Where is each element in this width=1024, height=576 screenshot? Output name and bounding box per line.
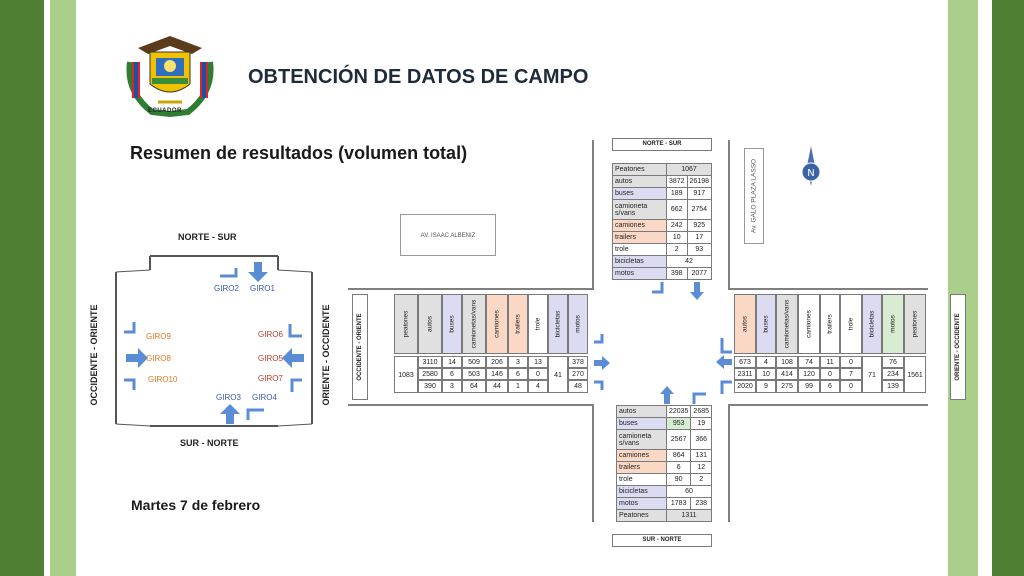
west-cell: 3 [442,380,462,393]
north-flow-arrows [650,282,710,302]
east-col-header [840,294,862,354]
intersection-outline [86,228,342,460]
left-dark-bar [0,0,44,576]
north-row-value: 93 [687,244,711,256]
east-col-header-text: bicicletas [868,310,876,338]
south-header: SUR - NORTE [612,534,712,547]
north-row-value: 662 [666,200,687,220]
east-cell: 275 [776,380,798,393]
west-cell: 14 [442,356,462,368]
east-cell: 6 [820,380,840,393]
east-cell: 0 [840,356,862,368]
south-row-name: camioneta s/vans [617,430,667,450]
east-cell: 76 [882,356,904,368]
south-row-value: 6 [666,462,690,474]
mini-south-label: SUR - NORTE [180,438,239,448]
east-header-box [950,294,966,400]
west-cell: 0 [528,368,548,380]
east-cell: 234 [882,368,904,380]
south-row-value: 953 [666,418,690,430]
west-header-box [352,294,368,400]
giro9-label: GIRO9 [146,332,171,341]
west-col-header [486,294,508,354]
right-light-bar [948,0,978,576]
west-col-header [528,294,548,354]
south-row-value: 22035 [666,406,690,418]
west-cell: 3 [508,356,528,368]
north-row-name: trole [613,244,667,256]
south-row-name: trailers [617,462,667,474]
south-peatones-value: 1311 [666,510,711,522]
north-row-value: 925 [687,220,711,232]
road-edge [348,288,594,290]
south-bicicletas-value: 60 [666,486,711,498]
west-cell: 509 [462,356,486,368]
giro2-label: GIRO2 [214,284,239,293]
street-right-label: Av. GALO PLAZA LASSO [750,158,758,234]
east-cell: 0 [820,368,840,380]
east-cell: 139 [882,380,904,393]
north-bicicletas-label: bicicletas [613,256,667,268]
south-peatones-label: Peatones [617,510,667,522]
west-col-header-text: buses [448,315,456,333]
south-volume-table [616,405,712,522]
east-cell: 673 [734,356,756,368]
south-flow-arrows [654,382,714,404]
giro8-label: GIRO8 [146,354,171,363]
north-peatones-value: 1067 [666,164,711,176]
east-cell: 74 [798,356,820,368]
west-col-header-text: autos [426,316,434,332]
north-row-value: 3872 [666,176,687,188]
north-row-value: 26198 [687,176,711,188]
north-row-name: camioneta s/vans [613,200,667,220]
west-cell: 378 [568,356,588,368]
west-cell: 1 [508,380,528,393]
north-row-name: camiones [613,220,667,232]
south-row-name: buses [617,418,667,430]
mini-east-label: ORIENTE - OCCIDENTE [321,304,331,406]
east-cell: 2020 [734,380,756,393]
giro7-label: GIRO7 [258,374,283,383]
west-col-header [548,294,568,354]
east-col-header [882,294,904,354]
west-bicicletas-value: 41 [548,356,568,393]
west-cell: 64 [462,380,486,393]
west-cell: 4 [528,380,548,393]
giro10-label: GIRO10 [148,375,178,384]
south-motos-value: 1783 [666,498,690,510]
south-motos-label: motos [617,498,667,510]
west-col-header [418,294,442,354]
north-row-name: autos [613,176,667,188]
north-motos-value: 2077 [687,268,711,280]
north-row-value: 10 [666,232,687,244]
west-col-header [442,294,462,354]
north-bicicletas-value: 42 [666,256,711,268]
west-cell: 206 [486,356,508,368]
east-col-header [820,294,840,354]
east-col-header-text: camiones [805,310,813,338]
right-dark-bar [992,0,1024,576]
south-row-name: trole [617,474,667,486]
east-col-header-text: peatones [911,310,919,338]
mini-west-label: OCCIDENTE - ORIENTE [89,304,99,406]
west-col-header-text: bicicletas [554,310,562,338]
west-col-header [508,294,528,354]
road-edge [728,140,730,288]
west-col-header-text: trailers [514,314,522,334]
west-cell: 6 [508,368,528,380]
turn-movement-diagram [86,228,342,460]
south-row-value: 2 [691,474,712,486]
giro1-label: GIRO1 [250,284,275,293]
page-subtitle: Resumen de resultados (volumen total) [130,143,468,163]
west-col-header-text: camionetas/vans [470,299,478,349]
north-row-value: 2754 [687,200,711,220]
compass-letter: N [807,168,815,179]
mini-north-label: NORTE - SUR [178,232,237,242]
east-cell: 9 [756,380,776,393]
north-row-value: 917 [687,188,711,200]
east-col-header-text: autos [741,316,749,332]
west-header: OCCIDENTE - ORIENTE [357,313,363,381]
south-row-value: 2567 [666,430,690,450]
left-light-bar [50,0,76,576]
north-compass-icon [796,146,826,186]
survey-date: Martes 7 de febrero [131,497,261,513]
east-col-header [904,294,926,354]
west-cell: 13 [528,356,548,368]
page-title: OBTENCIÓN DE DATOS DE CAMPO [248,66,589,88]
west-col-header [568,294,588,354]
north-header: NORTE - SUR [612,138,712,151]
west-peatones-value: 1083 [394,356,418,393]
west-cell: 146 [486,368,508,380]
east-cell: 11 [820,356,840,368]
north-row-name: buses [613,188,667,200]
west-cell: 2580 [418,368,442,380]
north-row-value: 2 [666,244,687,256]
south-row-value: 864 [666,450,690,462]
east-col-header [798,294,820,354]
north-row-name: trailers [613,232,667,244]
east-cell: 99 [798,380,820,393]
south-row-value: 12 [691,462,712,474]
south-motos-value: 238 [691,498,712,510]
north-motos-label: motos [613,268,667,280]
north-row-value: 17 [687,232,711,244]
street-right-box [744,148,764,244]
east-bicicletas-value: 71 [862,356,882,393]
south-row-value: 90 [666,474,690,486]
road-edge [592,140,594,288]
north-peatones-label: Peatones [613,164,667,176]
east-cell: 414 [776,368,798,380]
south-row-value: 366 [691,430,712,450]
ecuador-coat-of-arms-icon [122,22,218,122]
road-edge [728,288,928,290]
south-bicicletas-label: bicicletas [617,486,667,498]
west-flow-arrows [592,334,612,394]
east-cell: 2311 [734,368,756,380]
road-edge [728,404,928,406]
south-row-name: camiones [617,450,667,462]
giro3-label: GIRO3 [216,393,241,402]
east-col-header-text: motos [889,315,897,333]
east-cell: 7 [840,368,862,380]
giro5-label: GIRO5 [258,354,283,363]
west-col-header-text: trole [534,317,542,331]
east-peatones-value: 1561 [904,356,926,393]
west-col-header [462,294,486,354]
south-row-value: 131 [691,450,712,462]
north-row-value: 242 [666,220,687,232]
north-motos-value: 398 [666,268,687,280]
east-header: ORIENTE - OCCIDENTE [955,313,961,381]
street-left-box: AV. ISAAC ALBENIZ [400,214,496,256]
west-cell: 3110 [418,356,442,368]
west-cell: 503 [462,368,486,380]
road-edge [592,404,594,522]
road-edge [728,404,730,522]
west-cell: 48 [568,380,588,393]
east-cell: 10 [756,368,776,380]
west-col-header-text: camiones [493,310,501,338]
west-cell: 390 [418,380,442,393]
east-col-header [756,294,776,354]
west-cell: 44 [486,380,508,393]
east-col-header [776,294,798,354]
east-cell: 120 [798,368,820,380]
east-cell: 108 [776,356,798,368]
west-col-header [394,294,418,354]
giro6-label: GIRO6 [258,330,283,339]
east-cell: 4 [756,356,776,368]
south-row-name: autos [617,406,667,418]
east-col-header-text: trailers [826,314,834,334]
east-cell: 0 [840,380,862,393]
giro4-label: GIRO4 [252,393,277,402]
north-row-value: 189 [666,188,687,200]
west-cell: 270 [568,368,588,380]
east-col-header [862,294,882,354]
west-col-header-text: peatones [402,310,410,338]
east-col-header-text: trole [847,317,855,331]
east-flow-arrows [714,332,734,396]
west-cell: 6 [442,368,462,380]
south-row-value: 2685 [691,406,712,418]
north-volume-table [612,163,712,280]
east-col-header-text: camionetas/vans [783,299,791,349]
south-row-value: 19 [691,418,712,430]
east-col-header-text: buses [762,315,770,333]
east-col-header [734,294,756,354]
emblem-caption: ECUADOR [148,108,182,114]
west-col-header-text: motos [574,315,582,333]
road-edge [348,404,594,406]
